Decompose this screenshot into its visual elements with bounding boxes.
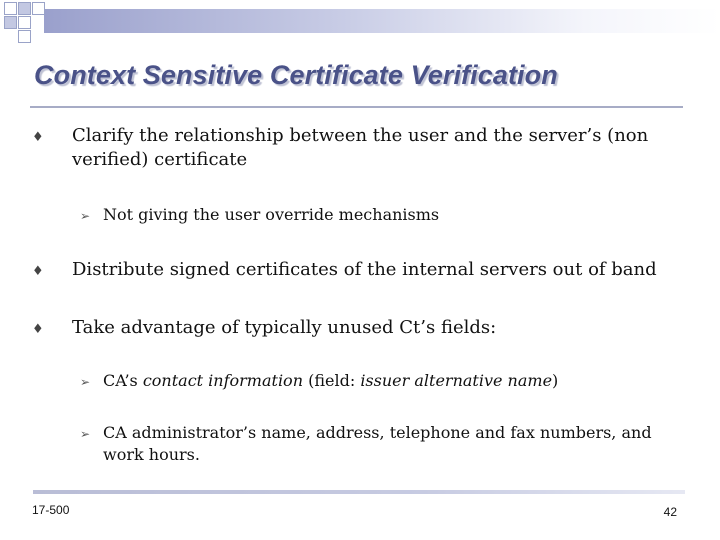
decor-square	[4, 16, 17, 29]
sub-bullet-item	[80, 370, 680, 392]
title-divider	[30, 106, 683, 108]
sub-bullet-text	[103, 370, 673, 392]
slide-title: Context Sensitive Certificate Verification	[34, 60, 558, 90]
sub-bullet-text: CA administrator’s name, address, telephone and fax numbers, and work hours.	[103, 423, 652, 464]
sub-bullet-item	[80, 422, 680, 466]
decor-square	[18, 16, 31, 29]
bullet-item	[32, 316, 692, 340]
course-number: 17-500	[32, 503, 70, 517]
diamond-bullet-icon: ♦	[32, 322, 44, 337]
arrow-bullet-icon: ➢	[80, 375, 91, 389]
decor-square	[18, 30, 31, 43]
arrow-bullet-icon: ➢	[80, 209, 91, 223]
sub-text-middle: (field:	[303, 371, 361, 390]
sub-bullet-text: Not giving the user override mechanisms	[103, 205, 440, 224]
footer-divider	[33, 490, 685, 494]
page-number: 42	[663, 505, 677, 519]
sub-text-prefix: CA’s	[103, 371, 143, 390]
bullet-item	[32, 124, 692, 174]
sub-text-suffix: )	[552, 371, 559, 390]
header-bar	[44, 9, 720, 33]
sub-bullet-item	[80, 204, 680, 226]
decor-square	[4, 2, 17, 15]
arrow-bullet-icon: ➢	[80, 427, 91, 441]
bullet-text: Take advantage of typically unused Ct’s fields:	[72, 317, 497, 338]
bullet-text: Clarify the relationship between the user and the server’s (non verified) certificate	[72, 125, 649, 170]
decor-square	[32, 2, 45, 15]
diamond-bullet-icon: ♦	[32, 130, 44, 145]
diamond-bullet-icon: ♦	[32, 264, 44, 279]
sub-text-italic: contact information	[142, 371, 303, 390]
sub-text-italic: issuer alternative name	[360, 371, 553, 390]
decor-square	[18, 2, 31, 15]
bullet-item	[32, 258, 692, 282]
bullet-text: Distribute signed certificates of the internal servers out of band	[72, 259, 657, 280]
